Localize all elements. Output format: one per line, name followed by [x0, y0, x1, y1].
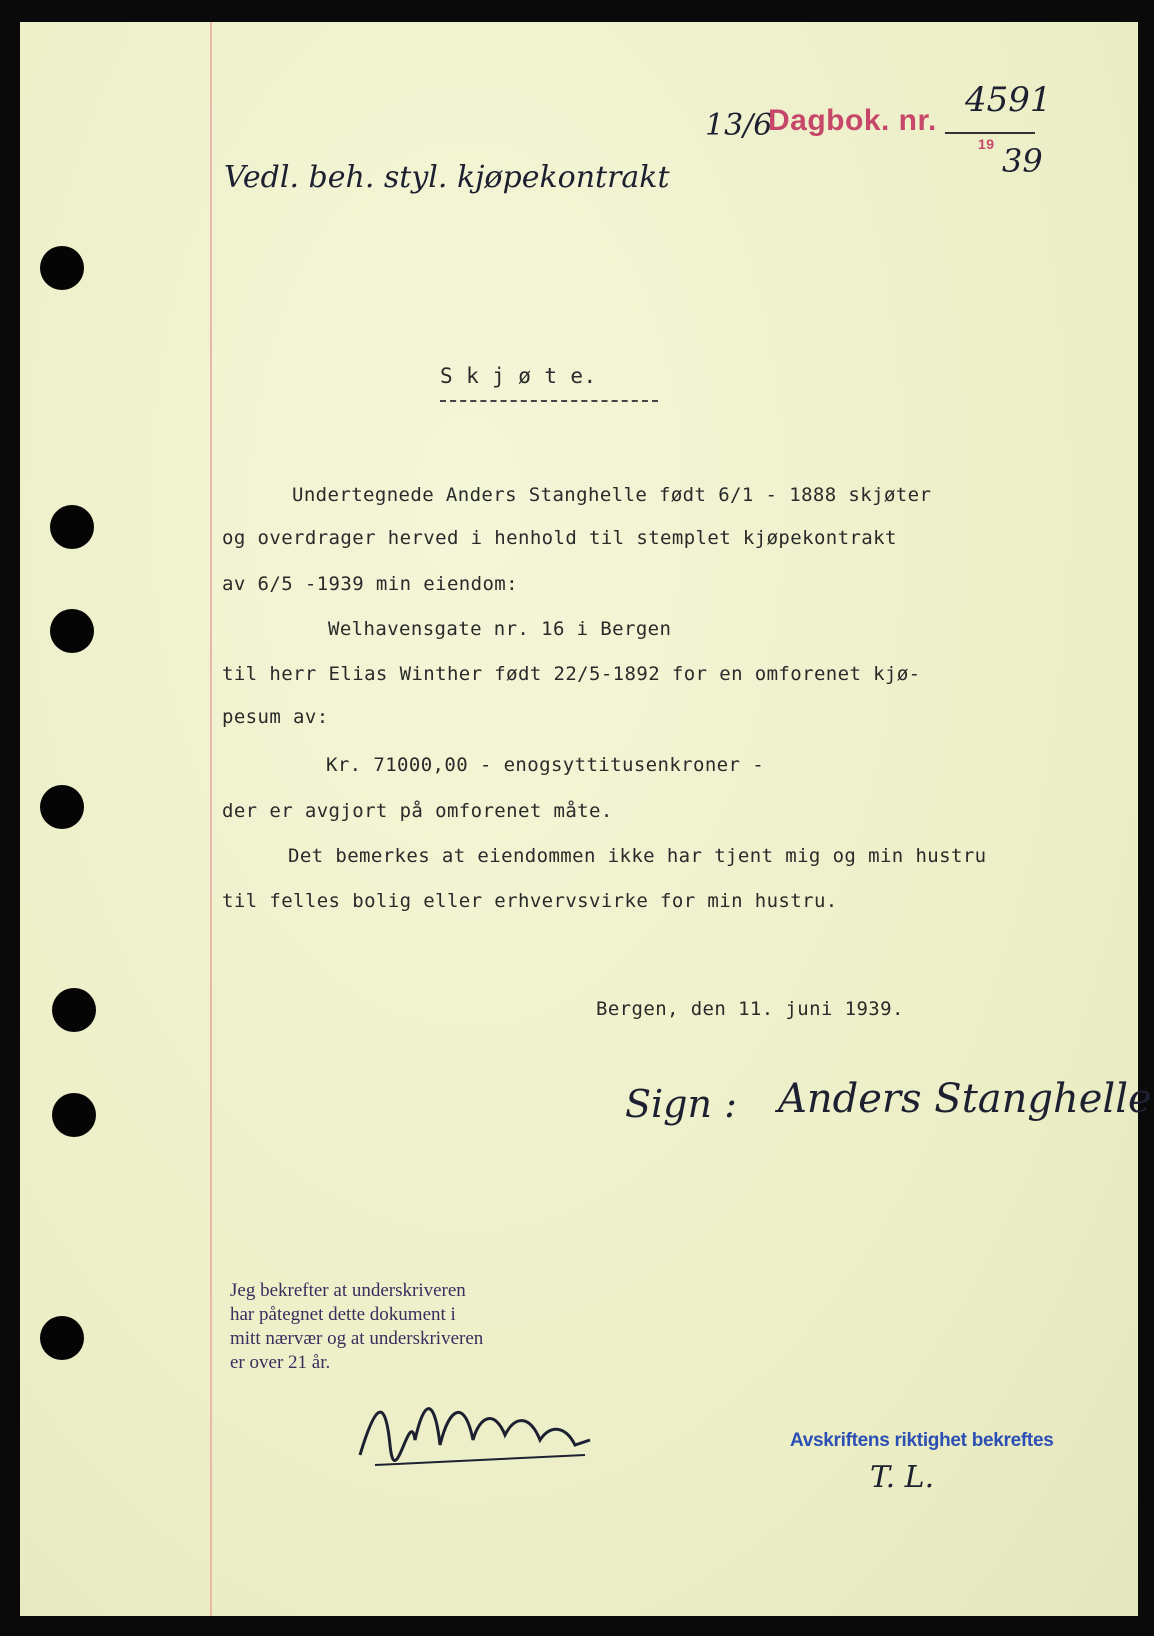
punch-hole	[50, 505, 94, 549]
witness-line: har påtegnet dette dokument i	[230, 1304, 456, 1325]
witness-line: er over 21 år.	[230, 1352, 331, 1373]
body-line: av 6/5 -1939 min eiendom:	[222, 573, 518, 595]
body-line: Undertegnede Anders Stanghelle født 6/1 - 1888 skjøter	[292, 484, 932, 506]
place-date: Bergen, den 11. juni 1939.	[596, 998, 904, 1020]
punch-hole	[40, 1316, 84, 1360]
header-date-note: 13/6	[705, 108, 773, 143]
punch-hole	[50, 609, 94, 653]
dagbok-number: 4591	[965, 80, 1052, 120]
witness-signature-scribble	[355, 1385, 615, 1475]
body-line: Det bemerkes at eiendommen ikke har tjent mig og min hustru	[288, 845, 987, 867]
body-line: Kr. 71000,00 - enogsyttitusenkroner -	[326, 754, 765, 776]
dagbok-stamp-label: Dagbok. nr.	[768, 104, 937, 137]
margin-rule	[210, 22, 212, 1616]
body-line: Welhavensgate nr. 16 i Bergen	[328, 618, 672, 640]
witness-line: Jeg bekrefter at underskriveren	[230, 1280, 466, 1301]
signature-prefix: Sign :	[625, 1082, 737, 1126]
margin-note: Vedl. beh. styl. kjøpekontrakt	[224, 160, 670, 195]
punch-hole	[52, 988, 96, 1032]
punch-hole	[40, 785, 84, 829]
body-line: pesum av:	[222, 706, 329, 728]
body-line: til felles bolig eller erhvervsvirke for min hustru.	[222, 890, 838, 912]
punch-hole	[52, 1093, 96, 1137]
title-underline	[440, 400, 658, 402]
certification-stamp: Avskriftens riktighet bekreftes	[790, 1430, 1054, 1451]
body-line: der er avgjort på omforenet måte.	[222, 800, 613, 822]
punch-hole	[40, 246, 84, 290]
dagbok-year-written: 39	[1002, 142, 1043, 180]
body-line: til herr Elias Winther født 22/5-1892 for en omforenet kjø-	[222, 663, 921, 685]
dagbok-underline	[945, 132, 1035, 134]
dagbok-year-printed: 19	[978, 136, 995, 152]
document-title: S k j ø t e.	[440, 364, 597, 388]
body-line: og overdrager herved i henhold til stemplet kjøpekontrakt	[222, 527, 897, 549]
signature-name: Anders Stanghelle	[778, 1076, 1152, 1122]
witness-line: mitt nærvær og at underskriveren	[230, 1328, 484, 1349]
certification-initials: T. L.	[870, 1460, 935, 1495]
